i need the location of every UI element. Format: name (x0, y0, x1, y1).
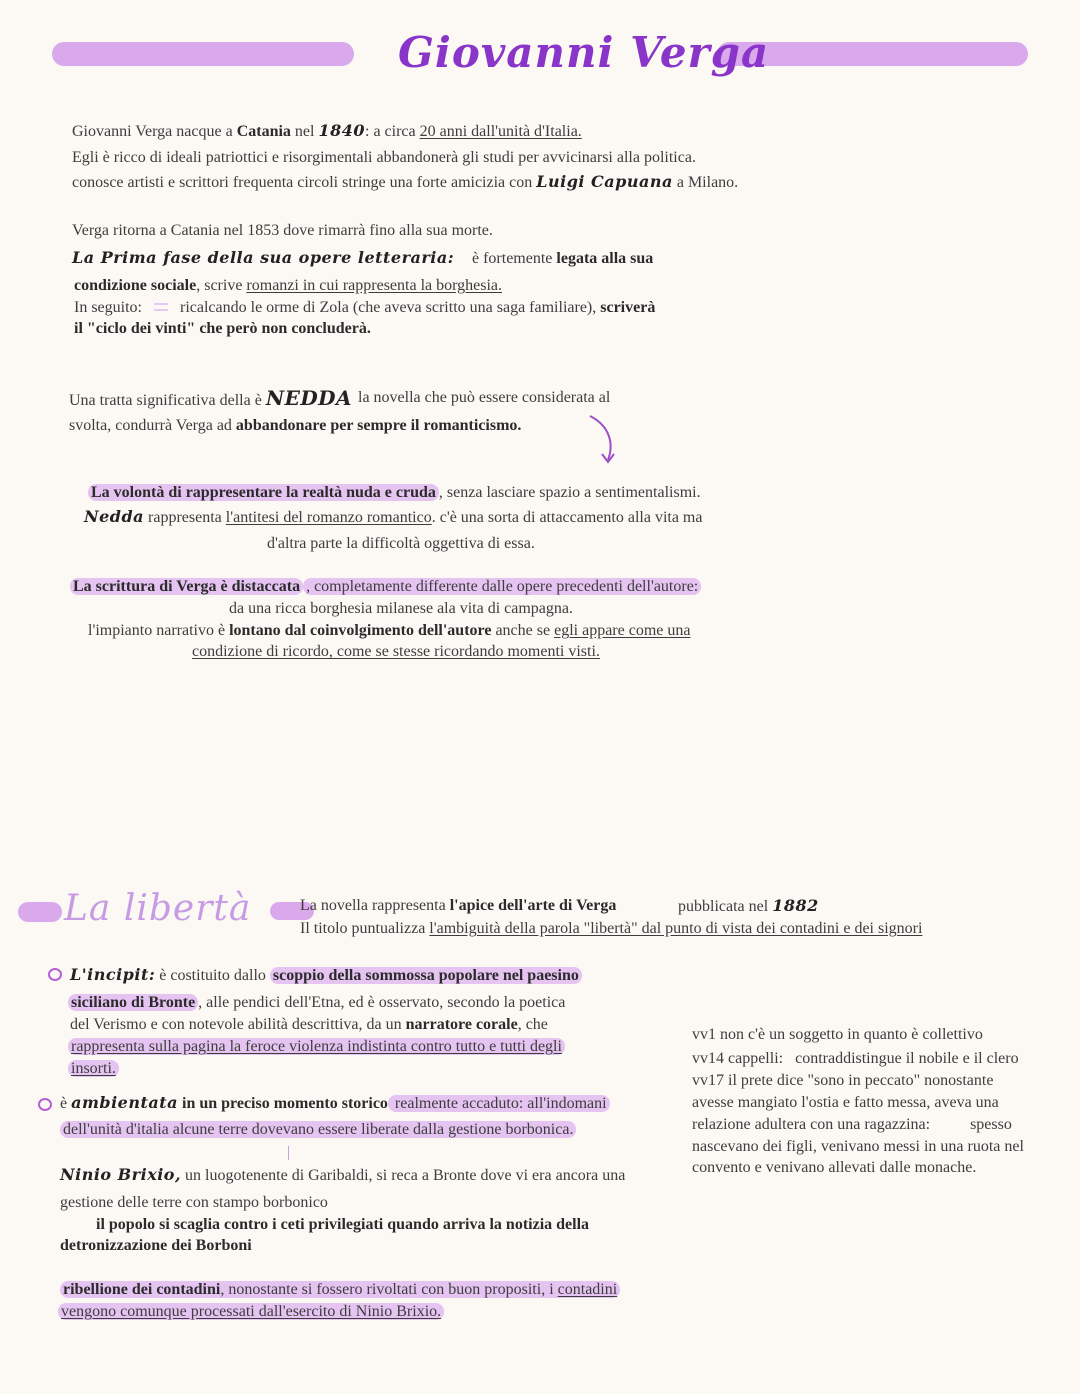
nedda-line-1a: Una tratta significativa della è NEDDA (69, 386, 353, 410)
header-bar-left (52, 42, 354, 66)
note-line-5: relazione adultera con una ragazzina: spesso (692, 1116, 1012, 1133)
writing-line-1: La scrittura di Verga è distaccata , completamente differente dalle opere precedenti dell'autore: (70, 577, 701, 597)
note-line-6: nascevano dei figli, venivano messi in una ruota nel (692, 1138, 1024, 1155)
realism-line-3: d'altra parte la difficoltà oggettiva di essa. (267, 535, 535, 552)
bixio-line-3: il popolo si scaglia contro i ceti privilegiati quando arriva la notizia della (96, 1216, 590, 1233)
liberta-line-2: Il titolo puntualizza l'ambiguità della parola "libertà" dal punto di vista dei contadini e dei signori (300, 920, 923, 937)
nedda-line-1c: la novella che può essere considerata al (358, 389, 611, 406)
page-title: Giovanni Verga (398, 28, 770, 77)
incipit-line-3: del Verismo e con notevole abilità descrittiva, da un narratore corale, che (70, 1016, 548, 1033)
writing-line-4: condizione di ricordo, come se stesse ricordando momenti visti. (192, 643, 600, 660)
writing-line-3: l'impianto narrativo è lontano dal coinvolgimento dell'autore anche se egli appare come una (88, 622, 691, 639)
incipit-line-2: siciliano di Bronte , alle pendici dell'Etna, ed è osservato, secondo la poetica (68, 993, 565, 1013)
intro-line-3: conosce artisti e scrittori frequenta circoli stringe una forte amicizia con Luigi Capuana a Milano. (72, 172, 739, 191)
nedda-line-2: svolta, condurrà Verga ad abbandonare per sempre il romanticismo. (69, 417, 522, 434)
return-line-5: il "ciclo dei vinti" che però non concluderà. (74, 320, 371, 337)
intro-line-1: Giovanni Verga nacque a Catania nel 1840: a circa 20 anni dall'unità d'Italia. (72, 121, 582, 140)
first-phase-heading: La Prima fase della sua opere letteraria: (72, 248, 455, 267)
liberta-bar-left (18, 902, 62, 922)
incipit-line-4: rappresenta sulla pagina la feroce violenza indistinta contro tutto e tutti degli (68, 1037, 565, 1057)
ribellione-line-2: vengono comunque processati dall'esercito di Ninio Brixio. (58, 1302, 444, 1322)
curved-arrow-icon (586, 412, 626, 472)
intro-line-2: Egli è ricco di ideali patriottici e risorgimentali abbandonerà gli studi per avvicinarsi alla politica. (72, 149, 696, 166)
ribellione-line-1: ribellione dei contadini, nonostante si fossero rivoltati con buon propositi, i contadini (60, 1280, 620, 1300)
writing-line-2: da una ricca borghesia milanese ala vita di campagna. (229, 600, 573, 617)
return-line-1: Verga ritorna a Catania nel 1853 dove rimarrà fino alla sua morte. (72, 222, 493, 239)
realism-line-2: Nedda rappresenta l'antitesi del romanzo romantico. c'è una sorta di attaccamento alla vita ma (84, 507, 703, 526)
incipit-line-1: L'incipit: è costituito dallo scoppio della sommossa popolare nel paesino (70, 965, 582, 986)
bixio-line-2: gestione delle terre con stampo borbonico (60, 1194, 328, 1211)
liberta-line-1b: pubblicata nel 1882 (678, 896, 819, 915)
ambientata-line-2: dell'unità d'italia alcune terre dovevano essere liberate dalla gestione borbonica. (60, 1120, 576, 1140)
return-line-4: In seguito: ricalcando le orme di Zola (che aveva scritto una saga familiare), scriverà (74, 299, 656, 316)
dash-icon (154, 303, 168, 311)
bixio-line-1: Ninio Brixio, un luogotenente di Garibaldi, si reca a Bronte dove vi era ancora una (60, 1165, 626, 1184)
bullet-icon (48, 968, 62, 981)
return-line-2b: è fortemente legata alla sua (472, 250, 654, 267)
bixio-line-4: detronizzazione dei Borboni (60, 1237, 252, 1254)
connector-line (288, 1146, 289, 1160)
bullet-icon (38, 1098, 52, 1111)
incipit-line-5: insorti. (68, 1059, 119, 1079)
section-title-liberta: La libertà (64, 888, 252, 929)
realism-line-1: La volontà di rappresentare la realtà nuda e cruda , senza lasciare spazio a sentimentalismi. (88, 483, 701, 503)
note-line-3: vv17 il prete dice "sono in peccato" nonostante (692, 1072, 994, 1089)
note-line-1: vv1 non c'è un soggetto in quanto è collettivo (692, 1026, 983, 1043)
ambientata-line-1: è ambientata in un preciso momento storico realmente accaduto: all'indomani (60, 1093, 610, 1114)
note-line-2: vv14 cappelli: contraddistingue il nobile e il clero (692, 1050, 1019, 1067)
return-line-3: condizione sociale, scrive romanzi in cui rappresenta la borghesia. (74, 277, 503, 294)
liberta-line-1: La novella rappresenta l'apice dell'arte di Verga (300, 897, 617, 914)
note-line-4: avesse mangiato l'ostia e fatto messa, aveva una (692, 1094, 999, 1111)
note-line-7: convento e venivano allevati dalle monache. (692, 1159, 977, 1176)
